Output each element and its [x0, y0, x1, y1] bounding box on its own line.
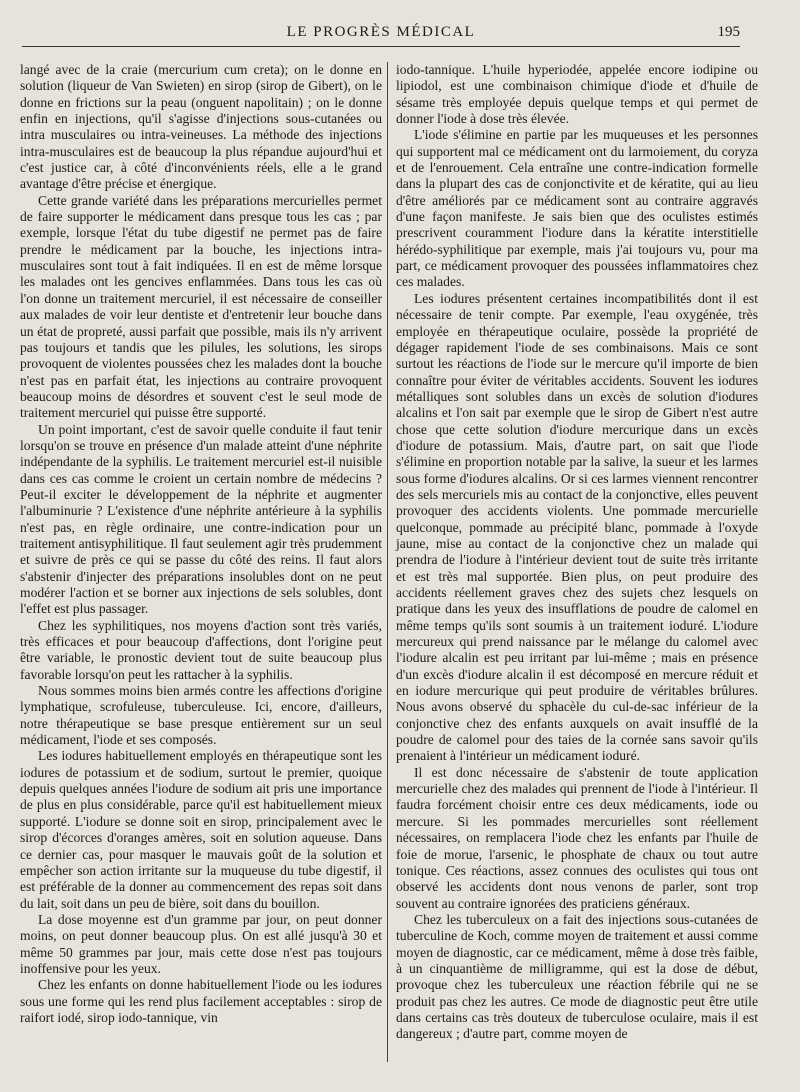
- paragraph: L'iode s'élimine en partie par les muqueuses et les personnes qui supportent mal ce médicament ont du larmoiement, du coryza et de l'enrouement. Cela entraîne une contre-indication formelle dans la plupart des cas de conjonctivite et de kératite, qui au lieu d'être améliorés par ce médicament sont au contraire aggravés d'une façon manifeste. Je sais bien que des oculistes estimés prescrivent couramment l'iodure dans la kératite interstitielle hérédo-syphilitique par exemple, mais j'ai toujours vu, pour ma part, ce médicament provoquer des poussées inflammatoires chez ces malades.: [396, 127, 758, 290]
- paragraph: Un point important, c'est de savoir quelle conduite il faut tenir lorsqu'on se trouve en présence d'un malade atteint d'une néphrite indépendante de la syphilis. Le traitement mercuriel est-il nuisible dans ces cas comme le croient un certain nombre de médecins ? Peut-il exciter le développement de la néphrite et augmenter l'albuminurie ? L'existence d'une néphrite antérieure à la syphilis n'est pas, en règle ordinaire, une contre-indication pour un traitement antisyphilitique. Il faut seulement agir très prudemment et suivre de près ce qui se passe du côté des reins. Il faut alors s'abstenir d'injecter des préparations insolubles dont on ne peut modérer l'action et se borner aux injections de sels solubles, dont l'effet est plus passager.: [20, 421, 382, 617]
- journal-title: LE PROGRÈS MÉDICAL: [286, 24, 476, 40]
- paragraph: Il est donc nécessaire de s'abstenir de toute application mercurielle chez des malades qui prennent de l'iode à l'intérieur. Il faudra forcément choisir entre ces deux médicaments, iode ou mercure. Si les pommades mercurielles sont réellement nécessaires, on remplacera l'iode chez les enfants par l'huile de foie de morue, l'arsenic, le phosphate de chaux ou tout autre tonique. Ces réactions, assez connues des oculistes qui tous ont observé les accidents dont nous venons de parler, sont trop souvent au contraire ignorées des praticiens généraux.: [396, 764, 758, 911]
- paragraph: langé avec de la craie (mercurium cum creta); on le donne en solution (liqueur de Van Swieten) en sirop (sirop de Gibert), on le donne en frictions sur la peau (onguent napolitain) ; on le donne enfin en injections, qu'il s'agisse d'injections sous-cutanées ou intra musculaires ou intra-veineuses. La méthode des injections intra-musculaires est de beaucoup la plus répandue aujourd'hui et c'est justice car, à côté d'inconvénients réels, elle a le grand avantage d'être précise et énergique.: [20, 62, 382, 192]
- right-column: [396, 62, 758, 1043]
- paragraph: Les iodures présentent certaines incompatibilités dont il est nécessaire de tenir compte. Par exemple, l'eau oxygénée, très employée en thérapeutique oculaire, possède la propriété de dégager rapidement l'iode de ses combinaisons. Mais ce sont surtout les réactions de l'iode sur le mercure qu'il importe de bien connaître pour éviter de véritables accidents. Souvent les iodures métalliques sont solubles dans un excès de solution d'iodures alcalins et l'on sait par exemple que le sirop de Gibert n'est autre chose que cette solution d'iodure mercurique dans un excès d'iodure de potassium. Mais, d'autre part, on sait que l'iode s'élimine en proportion notable par la salive, la sueur et les larmes sous forme d'iodures alcalins. Or si ces larmes viennent rencontrer des sels mercuriels mis au contact de la conjonctive, elles peuvent provoquer des accidents violents. Une pommade mercurielle quelconque, pommade au précipité blanc, pommade à l'oxyde jaune, mise au contact de la conjonctive chez un malade qui prendra de l'iodure à l'intérieur devient tout de suite très irritante et est très mal supportée. Bien plus, on peut produire des accidents réellement graves chez des sujets chez lesquels on pratique dans les yeux des insufflations de poudre de calomel en même temps qu'ils sont soumis à un traitement ioduré. L'iodure mercureux qui prend naissance par le mélange du calomel avec l'iodure alcalin est peu irritant par lui-même ; mais en présence d'un excès d'iodure alcalin il est décomposé en mercure réduit et en iodure mercurique qui peut produire de véritables brûlures. Nous avons observé du sphacèle du cul-de-sac inférieur de la conjonctive chez des enfants auxquels on avait insufflé de la poudre de calomel pour des taies de la cornée sans savoir qu'ils prenaient à l'intérieur un médicament ioduré.: [396, 290, 758, 764]
- paragraph: Cette grande variété dans les préparations mercurielles permet de faire supporter le médicament dans presque tous les cas ; par exemple, lorsque l'état du tube digestif ne permet pas de faire prendre le médicament par la bouche, les injections intra-musculaires sont tout à fait indiquées. Il en est de même lorsque les malades ont les gencives enflammées. Dans tous les cas où l'on donne un traitement mercuriel, il est nécessaire de conseiller aux malades de voir leur dentiste et d'entretenir leur bouche dans un état de propreté, aussi parfait que possible, mais ils n'y arrivent pas toujours et tandis que les pilules, les solutions, les sirops provoquent de violentes poussées chez les malades dont la bouche n'est pas en parfait état, les injections au contraire provoquent beaucoup moins de désordres et souvent c'est le seul mode de traitement mercuriel qui puisse être supporté.: [20, 192, 382, 421]
- column-divider: [387, 62, 388, 1062]
- running-header: [22, 24, 740, 47]
- paragraph: Nous sommes moins bien armés contre les affections d'origine lymphatique, scrofuleuse, tuberculeuse. Ici, encore, d'ailleurs, notre thérapeutique se base presque entièrement sur un seul médicament, l'iode et ses composés.: [20, 683, 382, 748]
- paragraph: Les iodures habituellement employés en thérapeutique sont les iodures de potassium et de sodium, surtout le premier, quoique depuis quelques années l'iodure de sodium ait pris une importance de plus en plus considérable, parce qu'il est habituellement mieux supporté. L'iodure se donne soit en sirop, principalement avec le sirop d'écorces d'oranges amères, soit en solution aqueuse. Dans ce dernier cas, pour masquer le mauvais goût de la solution et empêcher son action irritante sur la muqueuse du tube digestif, il est préférable de la donner au commencement des repas soit dans du lait, soit dans un peu de bière, soit dans du bouillon.: [20, 748, 382, 911]
- paragraph: Chez les syphilitiques, nos moyens d'action sont très variés, très efficaces et pour beaucoup d'affections, dont l'origine peut être variable, le pronostic devient tout de suite beaucoup plus favorable lorsqu'on peut les rattacher à la syphilis.: [20, 617, 382, 682]
- paragraph: iodo-tannique. L'huile hyperiodée, appelée encore iodipine ou lipiodol, est une combinaison chimique d'iode et d'huile de sésame très employée depuis quelque temps et qui permet de donner l'iode à dose très élevée.: [396, 62, 758, 127]
- paragraph: Chez les enfants on donne habituellement l'iode ou les iodures sous une forme qui les rend plus facilement acceptables : sirop de raifort iodé, sirop iodo-tannique, vin: [20, 977, 382, 1025]
- paragraph: La dose moyenne est d'un gramme par jour, on peut donner moins, on peut donner beaucoup plus. On est allé jusqu'à 30 et même 50 grammes par jour, mais cette dose n'est pas toujours inoffensive pour les yeux.: [20, 911, 382, 976]
- page-number: 195: [717, 24, 740, 40]
- left-column: [20, 62, 382, 1026]
- paragraph: Chez les tuberculeux on a fait des injections sous-cutanées de tuberculine de Koch, comme moyen de traitement et aussi comme moyen de diagnostic, car ce médicament, même à dose très faible, à un cinquantième de milligramme, qui est la dose de début, provoque chez les tuberculeux une réaction fébrile qui ne se produit pas chez les autres. Ce mode de diagnostic peut être utile dans certains cas très douteux de tuberculose oculaire, mais il est dangereux ; d'autre part, comme moyen de: [396, 911, 758, 1042]
